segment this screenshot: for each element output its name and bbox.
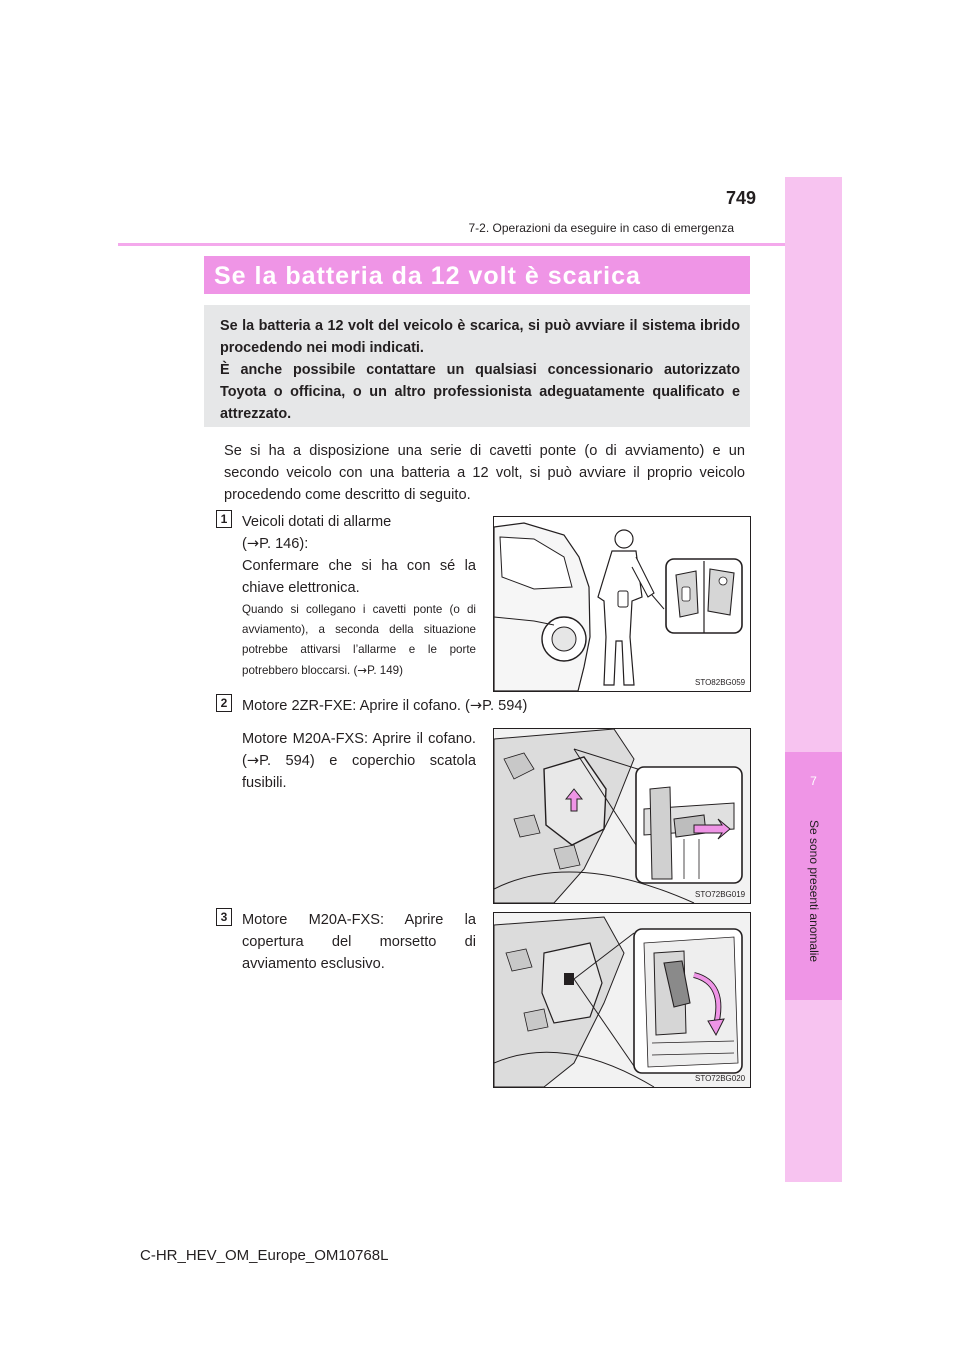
chapter-tab (785, 177, 842, 1182)
figure-fuse-box (493, 728, 751, 904)
step-number-2: 2 (216, 694, 232, 712)
arrow-icon: → (246, 535, 260, 552)
arrow-icon: → (469, 697, 483, 714)
figure-fuse-box-art (494, 729, 750, 903)
header-divider (118, 243, 785, 246)
figure-terminal-cover-art (494, 913, 750, 1087)
step-1-note (242, 600, 476, 681)
step-1-note-page-ref[interactable]: P. 149) (367, 664, 403, 677)
intro-line: Se la batteria a 12 volt del veicolo è scarica, si può avviare il sistema ibrido procedendo nei modi indicati. (220, 318, 740, 356)
step-1-page-ref[interactable]: P. 146): (259, 536, 309, 552)
body-paragraph: Se si ha a disposizione una serie di cavetti ponte (o di avviamento) e un secondo veicolo con una batteria a 12 volt, si può avviare il proprio veicolo procedendo come descritto di seguito. (224, 443, 745, 503)
step-1-paren: ( (242, 536, 247, 552)
intro-line: È anche possibile contattare un qualsiasi concessionario autorizzato Toyota o officina, o un altro professionista adeguatamente qualificato e attrezzato. (220, 362, 740, 422)
step-1-text (242, 511, 476, 599)
intro-text (220, 315, 740, 425)
document-code: C-HR_HEV_OM_Europe_OM10768L (140, 1247, 389, 1264)
chapter-title: Se sono presenti anomalie (807, 820, 821, 963)
figure-person-with-key (493, 516, 751, 692)
step-2-text-b (242, 728, 476, 794)
step-2-line-d[interactable]: P. 594) e coperchio scatola fusibili. (242, 753, 476, 791)
step-1-line-a: Veicoli dotati di allarme (242, 514, 392, 530)
step-1-note-a: Quando si collegano i cavetti ponte (o di avviamento), a seconda della situazione potrebbe attivarsi l’allarme e le porte potrebbero bloccarsi. ( (242, 603, 476, 677)
page-title: Se la batteria da 12 volt è scarica (214, 262, 641, 290)
arrow-icon: → (357, 663, 368, 677)
figure-terminal-cover (493, 912, 751, 1088)
arrow-icon: → (246, 752, 260, 769)
step-2-page-ref[interactable]: P. 594) (482, 698, 528, 714)
chapter-number: 7 (810, 774, 817, 788)
step-number-1: 1 (216, 510, 232, 528)
step-2-line-a: Motore 2ZR-FXE: Aprire il cofano. ( (242, 698, 470, 714)
step-number-3: 3 (216, 908, 232, 926)
step-3-text: Motore M20A-FXS: Aprire la copertura del morsetto di avviamento esclusivo. (242, 912, 476, 972)
step-2-line-c: Motore M20A-FXS: Aprire il cofano. ( (242, 731, 476, 769)
section-path: 7-2. Operazioni da eseguire in caso di emergenza (468, 221, 734, 235)
step-1-line-d: Confermare che si ha con sé la chiave elettronica. (242, 558, 476, 596)
figure-code: STO82BG059 (695, 678, 746, 687)
step-2-text-a (242, 695, 762, 717)
figure-code: STO72BG019 (695, 890, 746, 899)
page-number: 749 (726, 188, 757, 208)
figure-code: STO72BG020 (695, 1074, 746, 1083)
figure-person-with-key-art (494, 517, 750, 691)
